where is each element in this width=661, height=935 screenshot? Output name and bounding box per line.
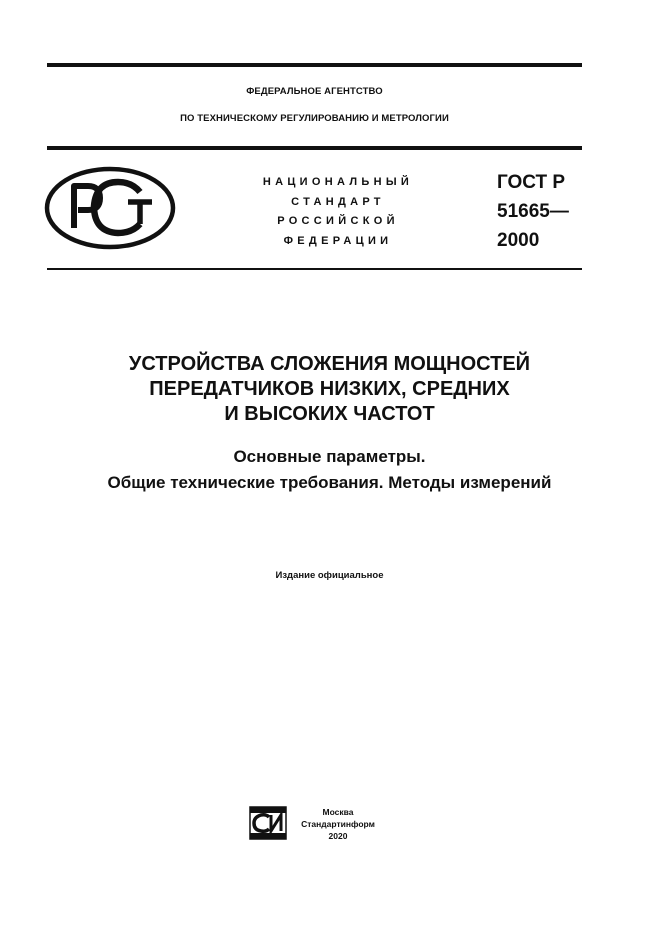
- agency-line-1: ФЕДЕРАЛЬНОЕ АГЕНТСТВО: [246, 86, 383, 97]
- publisher-name: Стандартинформ: [301, 819, 375, 829]
- designation-year: 2000: [497, 230, 540, 251]
- subtitle-line-2: Общие технические требования. Методы измерений: [107, 473, 552, 492]
- rst-certification-mark-icon: [44, 166, 176, 250]
- edition-label: Издание официальное: [275, 570, 384, 581]
- standartinform-logo-icon: [249, 806, 287, 840]
- national-standard-line-3: РОССИЙСКОЙ: [277, 215, 399, 227]
- publisher-city: Москва: [322, 807, 354, 817]
- agency-line-2: ПО ТЕХНИЧЕСКОМУ РЕГУЛИРОВАНИЮ И МЕТРОЛОГИИ: [180, 113, 449, 124]
- national-standard-line-1: НАЦИОНАЛЬНЫЙ: [262, 176, 414, 188]
- bottom-rule: [47, 268, 582, 270]
- title-line-3: И ВЫСОКИХ ЧАСТОТ: [224, 403, 435, 425]
- document-title: [47, 352, 612, 427]
- subtitle-line-1: Основные параметры.: [233, 447, 426, 466]
- top-rule: [47, 63, 582, 67]
- designation-line-2: 51665—: [497, 201, 569, 222]
- publisher-year: 2020: [328, 831, 348, 841]
- standard-designation: [497, 168, 569, 255]
- designation-line-1: ГОСТ Р: [497, 172, 566, 193]
- national-standard-line-4: ФЕДЕРАЦИИ: [283, 234, 393, 247]
- document-subtitle: [47, 444, 612, 496]
- middle-rule: [47, 146, 582, 150]
- title-line-1: УСТРОЙСТВА СЛОЖЕНИЯ МОЩНОСТЕЙ: [128, 353, 531, 375]
- national-standard-line-2: СТАНДАРТ: [291, 195, 385, 208]
- publisher-imprint: [292, 806, 384, 842]
- national-standard-label: [232, 173, 444, 251]
- title-line-2: ПЕРЕДАТЧИКОВ НИЗКИХ, СРЕДНИХ: [149, 378, 510, 400]
